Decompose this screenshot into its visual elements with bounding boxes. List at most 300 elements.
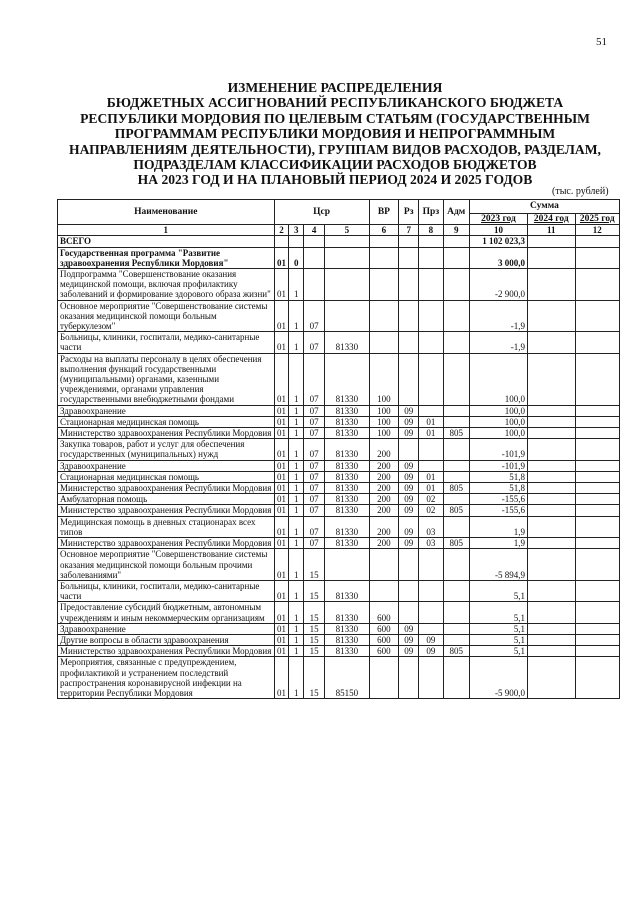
row-name: Подпрограмма "Совершенствование оказания медицинской помощи, включая профилактику заболеваний и формирование здорового образа жизни": [58, 269, 275, 301]
csr-event: 07: [304, 471, 325, 482]
title-line: БЮДЖЕТНЫХ АССИГНОВАНИЙ РЕСПУБЛИКАНСКОГО БЮДЖЕТА: [106, 95, 564, 111]
csr-subprogram: 1: [289, 332, 304, 353]
row-name: Министерство здравоохранения Республики Мордовия: [58, 483, 275, 494]
vr-code: 200: [369, 460, 399, 471]
amount-2025: [575, 439, 619, 460]
row-name: Закупка товаров, работ и услуг для обеспечения государственных (муниципальных) нужд: [58, 439, 275, 460]
csr-direction: 81330: [325, 460, 369, 471]
table-row: [58, 471, 620, 482]
vr-code: 100: [369, 405, 399, 416]
header-2024: 2024 год: [528, 214, 576, 225]
prz-code: 02: [419, 494, 443, 505]
prz-code: 01: [419, 416, 443, 427]
adm-code: [443, 405, 469, 416]
row-name: Основное мероприятие "Совершенствование системы оказания медицинской помощи больным прочими заболеваниями": [58, 549, 275, 581]
adm-code: [443, 236, 469, 247]
prz-code: [419, 236, 443, 247]
vr-code: [369, 236, 399, 247]
csr-subprogram: 1: [289, 549, 304, 581]
vr-code: 600: [369, 646, 399, 657]
header-2023: 2023 год: [469, 214, 527, 225]
row-name: Основное мероприятие "Совершенствование системы оказания медицинской помощи больным туберкулезом": [58, 300, 275, 332]
csr-event: 07: [304, 505, 325, 516]
amount-2024: [528, 405, 576, 416]
adm-code: 805: [443, 428, 469, 439]
vr-code: [369, 300, 399, 332]
row-name: Стационарная медицинская помощь: [58, 416, 275, 427]
rz-code: 09: [399, 428, 419, 439]
csr-direction: 81330: [325, 494, 369, 505]
prz-code: 01: [419, 428, 443, 439]
adm-code: [443, 439, 469, 460]
amount-2025: [575, 538, 619, 549]
csr-program: 01: [274, 538, 289, 549]
csr-program: 01: [274, 494, 289, 505]
table-row: [58, 269, 620, 301]
csr-subprogram: 1: [289, 516, 304, 537]
rz-code: 09: [399, 471, 419, 482]
csr-program: 01: [274, 646, 289, 657]
amount-2023: -1,9: [469, 332, 527, 353]
amount-2024: [528, 416, 576, 427]
csr-subprogram: [289, 236, 304, 247]
csr-direction: 81330: [325, 646, 369, 657]
amount-2023: 1,9: [469, 538, 527, 549]
amount-2023: 100,0: [469, 428, 527, 439]
csr-program: 01: [274, 471, 289, 482]
vr-code: 200: [369, 439, 399, 460]
header-prz: Прз: [419, 200, 443, 225]
amount-2024: [528, 505, 576, 516]
csr-direction: 81330: [325, 471, 369, 482]
csr-event: [304, 247, 325, 268]
vr-code: 200: [369, 471, 399, 482]
csr-subprogram: 1: [289, 646, 304, 657]
csr-subprogram: 1: [289, 428, 304, 439]
row-name: Стационарная медицинская помощь: [58, 471, 275, 482]
header-csr: Цср: [274, 200, 369, 225]
adm-code: [443, 634, 469, 645]
prz-code: [419, 549, 443, 581]
csr-direction: 81330: [325, 428, 369, 439]
csr-event: 07: [304, 416, 325, 427]
vr-code: 100: [369, 416, 399, 427]
csr-subprogram: 1: [289, 580, 304, 601]
adm-code: [443, 494, 469, 505]
csr-program: 01: [274, 483, 289, 494]
amount-2024: [528, 516, 576, 537]
column-number: 12: [575, 225, 619, 236]
amount-2023: 100,0: [469, 353, 527, 405]
csr-direction: 81330: [325, 332, 369, 353]
csr-program: 01: [274, 634, 289, 645]
adm-code: [443, 353, 469, 405]
csr-program: 01: [274, 353, 289, 405]
csr-program: 01: [274, 428, 289, 439]
vr-code: 200: [369, 505, 399, 516]
rz-code: [399, 602, 419, 623]
prz-code: [419, 460, 443, 471]
amount-2024: [528, 300, 576, 332]
column-number: 5: [325, 225, 369, 236]
row-name: Министерство здравоохранения Республики Мордовия: [58, 428, 275, 439]
amount-2023: 51,8: [469, 483, 527, 494]
csr-direction: 81330: [325, 580, 369, 601]
prz-code: [419, 353, 443, 405]
amount-2025: [575, 428, 619, 439]
amount-2024: [528, 247, 576, 268]
rz-code: [399, 657, 419, 699]
table-row: [58, 300, 620, 332]
csr-direction: 81330: [325, 439, 369, 460]
csr-subprogram: 0: [289, 247, 304, 268]
prz-code: 03: [419, 538, 443, 549]
prz-code: 09: [419, 646, 443, 657]
csr-event: 15: [304, 602, 325, 623]
rz-code: 09: [399, 494, 419, 505]
amount-2025: [575, 483, 619, 494]
csr-event: 07: [304, 439, 325, 460]
prz-code: [419, 623, 443, 634]
vr-code: [369, 247, 399, 268]
amount-2023: 51,8: [469, 471, 527, 482]
csr-program: 01: [274, 623, 289, 634]
row-name: Мероприятия, связанные с предупреждением, профилактикой и устранением последствий распространения коронавирусной инфекции на территории Республики Мордовия: [58, 657, 275, 699]
amount-2025: [575, 247, 619, 268]
prz-code: [419, 405, 443, 416]
amount-2023: -5 894,9: [469, 549, 527, 581]
table-row: [58, 236, 620, 247]
amount-2023: -2 900,0: [469, 269, 527, 301]
rz-code: [399, 332, 419, 353]
amount-2025: [575, 332, 619, 353]
table-row: [58, 646, 620, 657]
rz-code: 09: [399, 634, 419, 645]
amount-2023: 5,1: [469, 580, 527, 601]
prz-code: [419, 269, 443, 301]
table-row: [58, 505, 620, 516]
csr-direction: [325, 549, 369, 581]
rz-code: 09: [399, 505, 419, 516]
amount-2025: [575, 405, 619, 416]
title-line: НАПРАВЛЕНИЯМ ДЕЯТЕЛЬНОСТИ), ГРУППАМ ВИДОВ РАСХОДОВ, РАЗДЕЛАМ,: [69, 141, 601, 157]
csr-direction: [325, 247, 369, 268]
adm-code: [443, 602, 469, 623]
csr-subprogram: 1: [289, 353, 304, 405]
csr-subprogram: 1: [289, 269, 304, 301]
amount-2024: [528, 494, 576, 505]
table-row: [58, 538, 620, 549]
amount-2023: -155,6: [469, 494, 527, 505]
csr-direction: 81330: [325, 623, 369, 634]
csr-event: 07: [304, 353, 325, 405]
amount-2023: 100,0: [469, 416, 527, 427]
csr-event: 07: [304, 483, 325, 494]
csr-event: 15: [304, 580, 325, 601]
page-number: 51: [596, 36, 607, 48]
title-line: РЕСПУБЛИКИ МОРДОВИЯ ПО ЦЕЛЕВЫМ СТАТЬЯМ (ГОСУДАРСТВЕННЫМ: [80, 110, 590, 126]
csr-subprogram: 1: [289, 602, 304, 623]
csr-event: 07: [304, 428, 325, 439]
csr-event: 15: [304, 623, 325, 634]
header-2025: 2025 год: [575, 214, 619, 225]
amount-2023: -5 900,0: [469, 657, 527, 699]
rz-code: [399, 300, 419, 332]
row-name: Амбулаторная помощь: [58, 494, 275, 505]
amount-2023: 100,0: [469, 405, 527, 416]
amount-2024: [528, 646, 576, 657]
column-number: 11: [528, 225, 576, 236]
amount-2024: [528, 623, 576, 634]
rz-code: [399, 269, 419, 301]
csr-direction: [325, 300, 369, 332]
adm-code: 805: [443, 646, 469, 657]
vr-code: 200: [369, 516, 399, 537]
vr-code: 200: [369, 538, 399, 549]
adm-code: [443, 247, 469, 268]
amount-2023: 5,1: [469, 623, 527, 634]
csr-program: 01: [274, 300, 289, 332]
title-line: ИЗМЕНЕНИЕ РАСПРЕДЕЛЕНИЯ: [227, 80, 443, 95]
amount-2023: 5,1: [469, 602, 527, 623]
table-row: [58, 657, 620, 699]
table-row: [58, 623, 620, 634]
csr-direction: 81330: [325, 505, 369, 516]
csr-subprogram: 1: [289, 405, 304, 416]
rz-code: 09: [399, 483, 419, 494]
csr-program: 01: [274, 549, 289, 581]
row-name: Другие вопросы в области здравоохранения: [58, 634, 275, 645]
amount-2024: [528, 471, 576, 482]
amount-2025: [575, 646, 619, 657]
amount-2025: [575, 516, 619, 537]
prz-code: 03: [419, 516, 443, 537]
prz-code: 01: [419, 483, 443, 494]
prz-code: [419, 602, 443, 623]
csr-subprogram: 1: [289, 623, 304, 634]
amount-2025: [575, 549, 619, 581]
csr-subprogram: 1: [289, 471, 304, 482]
csr-subprogram: 1: [289, 634, 304, 645]
adm-code: [443, 300, 469, 332]
amount-2024: [528, 236, 576, 247]
csr-event: 07: [304, 405, 325, 416]
amount-2025: [575, 657, 619, 699]
amount-2024: [528, 634, 576, 645]
amount-2023: 1 102 023,3: [469, 236, 527, 247]
table-row: [58, 516, 620, 537]
csr-program: 01: [274, 580, 289, 601]
amount-2025: [575, 505, 619, 516]
column-number: 6: [369, 225, 399, 236]
adm-code: [443, 580, 469, 601]
csr-direction: 81330: [325, 516, 369, 537]
prz-code: [419, 300, 443, 332]
vr-code: 200: [369, 483, 399, 494]
row-name: Министерство здравоохранения Республики Мордовия: [58, 538, 275, 549]
csr-subprogram: 1: [289, 300, 304, 332]
row-name: Медицинская помощь в дневных стационарах всех типов: [58, 516, 275, 537]
row-name: Министерство здравоохранения Республики Мордовия: [58, 505, 275, 516]
adm-code: [443, 416, 469, 427]
budget-table: [57, 199, 620, 699]
rz-code: [399, 353, 419, 405]
column-number: 4: [304, 225, 325, 236]
header-sum: Сумма: [469, 200, 619, 214]
amount-2024: [528, 549, 576, 581]
vr-code: [369, 549, 399, 581]
rz-code: 09: [399, 646, 419, 657]
rz-code: [399, 247, 419, 268]
document-title: [40, 80, 630, 188]
table-row: [58, 416, 620, 427]
amount-2025: [575, 416, 619, 427]
amount-2024: [528, 538, 576, 549]
csr-direction: [325, 236, 369, 247]
csr-subprogram: 1: [289, 657, 304, 699]
row-name: Здравоохранение: [58, 460, 275, 471]
prz-code: 02: [419, 505, 443, 516]
adm-code: [443, 332, 469, 353]
amount-2024: [528, 657, 576, 699]
csr-event: 07: [304, 332, 325, 353]
amount-2023: -101,9: [469, 439, 527, 460]
adm-code: [443, 657, 469, 699]
header-rz: Рз: [399, 200, 419, 225]
prz-code: 01: [419, 471, 443, 482]
prz-code: [419, 657, 443, 699]
vr-code: 600: [369, 623, 399, 634]
column-number: 3: [289, 225, 304, 236]
rz-code: 09: [399, 516, 419, 537]
csr-program: 01: [274, 269, 289, 301]
row-name: Больницы, клиники, госпитали, медико-санитарные части: [58, 332, 275, 353]
row-name: Здравоохранение: [58, 623, 275, 634]
adm-code: [443, 623, 469, 634]
csr-event: 15: [304, 646, 325, 657]
amount-2024: [528, 580, 576, 601]
column-number: 9: [443, 225, 469, 236]
vr-code: 100: [369, 428, 399, 439]
prz-code: [419, 439, 443, 460]
column-number: 10: [469, 225, 527, 236]
vr-code: 600: [369, 634, 399, 645]
rz-code: [399, 549, 419, 581]
csr-event: 07: [304, 494, 325, 505]
units-label: (тыс. рублей): [552, 186, 609, 197]
header-adm: Адм: [443, 200, 469, 225]
amount-2023: -155,6: [469, 505, 527, 516]
amount-2025: [575, 623, 619, 634]
column-number: 7: [399, 225, 419, 236]
amount-2023: 1,9: [469, 516, 527, 537]
csr-program: 01: [274, 332, 289, 353]
csr-event: 07: [304, 300, 325, 332]
column-number: 2: [274, 225, 289, 236]
csr-event: 15: [304, 657, 325, 699]
table-row: [58, 494, 620, 505]
amount-2024: [528, 332, 576, 353]
csr-direction: 81330: [325, 405, 369, 416]
csr-subprogram: 1: [289, 439, 304, 460]
header-vr: ВР: [369, 200, 399, 225]
csr-subprogram: 1: [289, 483, 304, 494]
adm-code: [443, 471, 469, 482]
rz-code: 09: [399, 405, 419, 416]
csr-subprogram: 1: [289, 538, 304, 549]
csr-program: 01: [274, 416, 289, 427]
rz-code: 09: [399, 623, 419, 634]
prz-code: [419, 332, 443, 353]
table-row: [58, 247, 620, 268]
table-row: [58, 634, 620, 645]
header-name: Наименование: [58, 200, 275, 225]
amount-2024: [528, 602, 576, 623]
adm-code: 805: [443, 505, 469, 516]
prz-code: [419, 247, 443, 268]
csr-direction: [325, 269, 369, 301]
table-row: [58, 602, 620, 623]
table-row: [58, 460, 620, 471]
prz-code: 09: [419, 634, 443, 645]
amount-2025: [575, 236, 619, 247]
column-number: 1: [58, 225, 275, 236]
rz-code: [399, 439, 419, 460]
amount-2025: [575, 300, 619, 332]
amount-2024: [528, 428, 576, 439]
rz-code: 09: [399, 538, 419, 549]
csr-event: 07: [304, 516, 325, 537]
vr-code: 600: [369, 602, 399, 623]
csr-program: 01: [274, 439, 289, 460]
amount-2025: [575, 353, 619, 405]
adm-code: 805: [443, 483, 469, 494]
amount-2023: -101,9: [469, 460, 527, 471]
adm-code: [443, 516, 469, 537]
csr-program: 01: [274, 405, 289, 416]
csr-program: 01: [274, 247, 289, 268]
csr-program: 01: [274, 602, 289, 623]
csr-direction: 81330: [325, 602, 369, 623]
table-row: [58, 428, 620, 439]
csr-event: 07: [304, 460, 325, 471]
csr-program: 01: [274, 657, 289, 699]
rz-code: 09: [399, 460, 419, 471]
rz-code: 09: [399, 416, 419, 427]
row-name: ВСЕГО: [58, 236, 275, 247]
row-name: Здравоохранение: [58, 405, 275, 416]
vr-code: [369, 332, 399, 353]
csr-subprogram: 1: [289, 460, 304, 471]
csr-direction: 81330: [325, 538, 369, 549]
row-name: Предоставление субсидий бюджетным, автономным учреждениям и иным некоммерческим организациям: [58, 602, 275, 623]
csr-subprogram: 1: [289, 494, 304, 505]
table-row: [58, 405, 620, 416]
csr-direction: 85150: [325, 657, 369, 699]
amount-2025: [575, 494, 619, 505]
adm-code: [443, 460, 469, 471]
amount-2023: 5,1: [469, 646, 527, 657]
csr-direction: 81330: [325, 353, 369, 405]
csr-program: 01: [274, 516, 289, 537]
rz-code: [399, 236, 419, 247]
amount-2025: [575, 460, 619, 471]
csr-program: [274, 236, 289, 247]
vr-code: 200: [369, 494, 399, 505]
amount-2025: [575, 471, 619, 482]
title-line: ПРОГРАММАМ РЕСПУБЛИКИ МОРДОВИЯ И НЕПРОГРАММНЫМ: [114, 126, 556, 142]
adm-code: [443, 269, 469, 301]
